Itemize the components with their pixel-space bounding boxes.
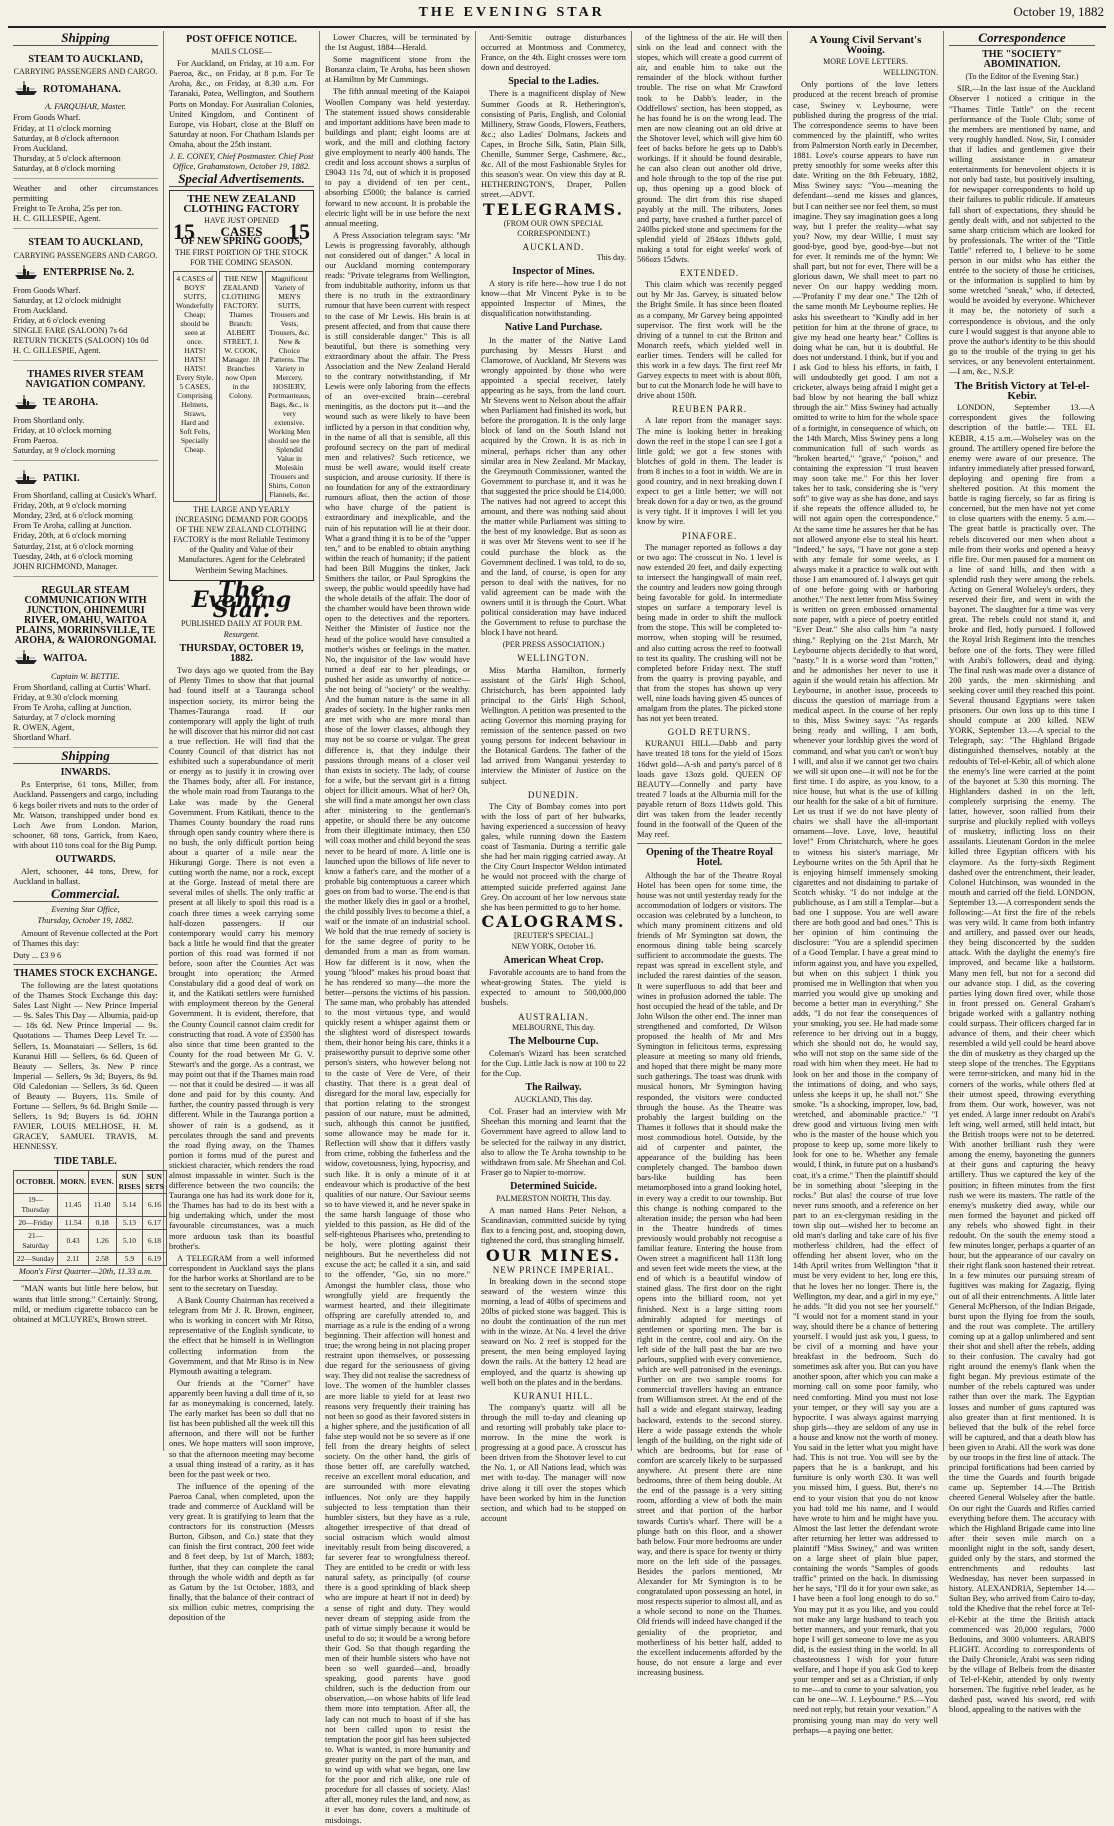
tide-cell: 5.10	[116, 1230, 143, 1253]
wheat-text: Favorable accounts are to hand from the wheat-growing States. The yield is expected to amount to 500,000,000 bushels.	[481, 968, 626, 1008]
ship-name: TE AROHA.	[43, 397, 99, 409]
ad-line: H. C. GILLESPIE, Agent.	[13, 214, 101, 224]
ad-line: Saturday, 21st, at 6 o'clock morning	[13, 541, 134, 551]
wellington-text: Miss Martha Hamilton, formerly assistant of the Girls' High School, Christchurch, has been appointed lady principal to the Girls' High School, Wellington. A petition was presented to the acting Governor this morning praying for remission of the sentence passed on two young persons for indecent behaviour in the Botanical Gardens. The father of the lad arrived from Wanganui yesterday to interview the Minister of Justice on the subject.	[481, 665, 626, 786]
tide-cell: 6.18	[143, 1230, 166, 1253]
wellington-place: WELLINGTON.	[517, 653, 590, 664]
ad-line: Monday, 23rd, at 6 o'clock morning	[13, 511, 133, 521]
inwards-text: P.s Enterprise, 61 tons, Miller, from Auckland. Passengers and cargo, including 6 kegs boiler rivets and nuts to the order of Mr. Watson, transhipped under bond ex Loch Awe from London. Marion, schooner, 68 tons, Garrick, from Kaeo, with about 110 tons coal for the Big Pump.	[13, 780, 158, 850]
paeroa-text: The influence of the opening of the Paeroa Canal, when completed, upon the trade and commerce of Auckland will be very great. It is gratifying to learn that the contractors for its construction (Messrs Burton, Gibson, and Co.) state that they can finish the first contract, 200 feet wide and 8 feet deep, by 1st of March, 1883; further, that they can complete the canal through the whole width and depth as far as Gatum by the 1st October, 1883, and finally, that the balance of their contract of six million cubic metres, comprising the deposition of the	[169, 1481, 314, 1622]
column-love-letters	[788, 31, 944, 1735]
railway-place: AUCKLAND, This day.	[514, 1095, 593, 1105]
steamer-icon	[13, 648, 39, 669]
column-editorial	[320, 31, 476, 1825]
steamer-icon	[13, 263, 39, 284]
ad-line: From Shortland only.	[13, 415, 85, 425]
column-post-office	[164, 31, 320, 1622]
telegram-text: A TELEGRAM from a well informed correspondent in Auckland says the plans for the harbor works at Shortland are to be sent to the secretary on Tuesday.	[169, 1253, 314, 1293]
railway-text: Col. Fraser had an interview with Mr Sheehan this morning and learnt that the Government have agreed to allow land to be selected for the railway in any district, also to allow the Te Aroha township to be withdrawn from sale. Mr Sheehan and Col. Fraser go to Napier to-morrow.	[481, 1107, 626, 1177]
wheat-heading: American Wheat Crop.	[503, 955, 604, 967]
ad-line: Friday, 20th, at 9 o'clock morning	[13, 501, 127, 511]
ad-line: From Te Aroha, calling at Junction.	[13, 702, 132, 712]
ad-sub: CARRYING PASSENGERS AND CARGO.	[13, 250, 158, 260]
ad-heading: STEAM TO AUCKLAND,	[28, 54, 143, 66]
outrage-text: Anti-Semitic outrage disturbances occurred at Montmoss and Commercy, France, on the 4th. Eight crosses were torn down and destroyed.	[481, 33, 626, 73]
wooing-heading: A Young Civil Servant's Wooing.	[809, 34, 922, 57]
tide-cell: 2.11	[58, 1253, 89, 1266]
steamer-icon	[13, 468, 39, 489]
tide-col-header: SUN SETS	[143, 1170, 166, 1193]
tide-cell: 6.19	[143, 1253, 166, 1266]
corner-text: Our friends at the "Corner" have apparently been having a dull time of it, so far as moneymaking is concerned, lately. The early market has been so dull that no list has been published all the week till this afternoon, and there will not be further ones. We hope matters will soon improve, so that the afternoon meeting may become a usual thing instead of a rarity, as it has been for the past week or two.	[169, 1378, 314, 1479]
section-commercial: Commercial.	[13, 889, 158, 902]
motto: Resurgent.	[223, 630, 260, 639]
post-office-text: For Auckland, on Friday, at 10 a.m. For Paeroa, &c., on Friday, at 8 p.m. For Te Aroha, &c., on Friday, at 8.30 a.m. For Taranaki, Patea, Wellington, and Southern Ports on Monday. For Australian Colonies, United Kingdom, and Continent of Europe, via Hobart, close at the Bluff on Saturday at noon. For Chatham Islands per Omaha, about the 25th instant.	[169, 59, 314, 149]
masthead-date: October 19, 1882	[1013, 4, 1104, 19]
post-office-sign: J. E. CONEY, Chief Postmaster. Chief Post Office, Grahamstown, October 19, 1882.	[169, 152, 314, 172]
ad-line: Thursday, at 5 o'clock afternoon	[13, 153, 121, 163]
leader-date: THURSDAY, OCTOBER 19, 1882.	[179, 643, 304, 665]
victory-heading: The British Victory at Tel-el-Kebir.	[954, 380, 1090, 403]
clothing-heading-2: CLOTHING FACTORY	[183, 203, 300, 216]
society-heading: THE "SOCIETY" ABOMINATION.	[982, 49, 1062, 71]
ship-name: ENTERPRISE No. 2.	[43, 267, 135, 279]
reuters: [REUTER'S SPECIAL.]	[514, 930, 593, 940]
tide-cell: 11.45	[58, 1193, 89, 1216]
commercial-line: Amount of Revenue collected at the Port of Thames this day:	[13, 928, 158, 948]
commercial-duty: Duty ... £3 9 6	[13, 950, 62, 960]
clothing-mid: THE NEW ZEALAND CLOTHING FACTORY. Thames Branch: ALBERT STREET, J. W. COOK, Manager. 18 Branches now Open in the Colony.	[219, 271, 263, 502]
ad-line: Tuesday, 24th, at 6 o'clock morning	[13, 551, 133, 561]
suicide-place: PALMERSTON NORTH, This day.	[496, 1194, 611, 1204]
ad-heading: REGULAR STEAM COMMUNICATION WITH JUNCTION, OHINEMURI RIVER, OMAHU, WAITOA PLAINS, MORRINSVILLE, TE AROHA, & WAIORONGOMAI.	[14, 584, 157, 647]
our-mines-heading: OUR MINES.	[485, 1245, 622, 1265]
tide-cell: 6.17	[143, 1217, 166, 1230]
native-heading: Native Land Purchase.	[504, 322, 603, 334]
native-text: In the matter of the Native Land purchasing by Messrs Hurst and Clamorowe, of Auckland, Mr Stevens was wrongly appointed by those who were appointed a special receiver, lately appearing as he says, from the land court. Mr Stevens went to Nelson about the affair when Parliament had finished its work, but before the prorogation. It is the only large block of land on the South Island not acquired by the Crown. It is as rich in mineral, perhaps richer than any other similar area in New Zealand. Mr Mackay, the Greymouth Commissioner, wanted the Government to purchase it, and it was he that suggested the price should be £14,000. The natives had not agreed to accept this amount, and there was nothing said about the matter while Parliament was sitting to the best of my knowledge. But as soon as it was over Mr Stevens went to see if he could purchase the block as the Government declined. I was told, to do so, and the land, of course, is open for any person to deal with the natives, for no valid agreement can be made with the owners until it is through the Court. What political consideration may have induced the Government to refuse to purchase the block I have not heard.	[481, 335, 626, 638]
dunedin-text: The City of Bombay comes into port with the loss of part of her bulwarks, having experienced a succession of heavy gales, while running down the Eastern coast of Tasmania. During a terrific gale she had her main rigging carried away. At the City Court Inspector Weldon intimated he would not proceed with the charge of attempted suicide preferred against Jane Grey. On account of her low nervous state she has been permitted to go to her home.	[481, 801, 626, 912]
clothing-left: 4 CASES of BOYS' SUITS, Wonderfully Cheap; should be seen at once. HATS! HATS! HATS! Every Style. 5 CASES, Comprising Helmets, Straws, Hard and Soft Felts, Specially Cheap.	[173, 271, 217, 502]
clothing-just-opened: HAVE JUST OPENED	[204, 215, 279, 225]
tide-col-header: OCTOBER.	[14, 1170, 58, 1193]
tide-cell: 20—Friday	[14, 1217, 58, 1230]
wooing-place: WELLINGTON.	[883, 68, 938, 78]
ad-line: Friday, 20th, at 6 o'clock morning	[13, 531, 127, 541]
ad-line: From Shortland, calling at Curtis' Wharf.	[13, 682, 151, 692]
tide-row	[14, 1217, 167, 1230]
clothing-foot: THE LARGE AND YEARLY INCREASING DEMAND FOR GOODS OF THE NEW ZEALAND CLOTHING FACTORY is the most Reliable Testimony of the Quality and Value of their Manufactures. Agent for the Celebrated Wertheim Sewing Machines.	[173, 504, 310, 575]
shipping-ad	[13, 49, 158, 179]
kh-place: KURANUI HILL.	[513, 1390, 594, 1401]
tide-cell: 6.16	[143, 1193, 166, 1216]
npi-text: In breaking down in the second stope seaward of the western winze this morning, a lead of 40lbs of specimens and 20lbs of picked stone was bagged. This is no doubt the continuation of the run met with in the winze. At No. 4 level the drive seaward on No. 2 reef is stopped for the present, the men being employed laying down the rails. At the battery 12 head are employed, and the quartz is showing up well both on the plates and in the berdans.	[481, 1276, 626, 1387]
clothing-first: THE FIRST PORTION OF THE STOCK FOR THE COMING SEASON.	[174, 247, 309, 267]
tide-cell: 11.40	[88, 1193, 116, 1216]
tide-cell: 19—Thursday	[14, 1193, 58, 1216]
ad-heading: THAMES RIVER STEAM NAVIGATION COMPANY.	[25, 369, 146, 391]
shipping-ads	[13, 49, 158, 748]
wooing-text: Only portions of the love letters produced at the recent breach of promise case, Swiney v. Leybourne, were published during the progress of the trial. The correspondence seems to have been commenced by the plaintiff, who writes from Palmerston North early in December, 1881. Love's course appears to have run pretty smoothly for some weeks after this date. Writing on the 8th February, 1882, Miss Swiney says: "You—meaning the defendant—send me kisses and glances, but I can neither see nor feel them, so must imagine. They say imagination goes a long way, but I prefer the reality—what say you? Now, my dear Willie, I must say good-bye, good bye, good-bye—but not for ever. It reminds me of the hymn: We shall part, but not for ever, There will be a glorious dawn, We shall meet to part no never On our happy wedding morn. —'Profanity I' my dear one." The 12th of the same month Mr Leybourne replies. He asks his sweetheart to "Kindly add in her petition for him at the throne of grace, to give my head one hearty bear." Collins is doing what he can, but it is doubtful. He does not understand. I think, but if you and I ask God to bless his efforts, in faith, I will undoubtedly get good. I am not a cricketer, always being afraid I might get a bad blow by not hearing the ball whizz through the air." Miss Swiney had actually omitted to write to him for the whole space of a fortnight, in consequence of which, on the 14th March, Miss Swiney pens a long communication full of such words as "broken hearted," "grave," "poison," and containing the expression "I trust heaven may soon take me." For this her lover takes her to task, considering she is "very soft" to give way as she has done, and says if she repeats the offence alluded to, he will not again open the correspondence." At the same time he assures her that he has not allowed anyone else to steal his heart. "Indeed," he says, "I have not gone a step with any female for some weeks, as I always make it a practice to walk out with those I am enamoured of. I always get quit of one before going with or harboring another." The next letter from Miss Swiney is written on green embossed ornamental note paper, with a piece of poetry entitled "Ever Dear." She also calls him "a nasty thing." Replying on the 21st March, Mr Leybourne objects decidedly to that word, "nasty." It is a worse word than "rotten," and he admonishes her never to use it again if she would retain his affection. Mr Leybourne, in another issue, proceeds to discuss the question of marriage from a medical aspect. In the course of her reply to this, Miss Swiney says: "As regards being ready and willing, I am both, whenever your lordship gives the word of command, and what you can't or won't buy I will, and also if we cannot get two chairs we will sit upon one—it will not be for the first time. I do aspire, as you know, to a nice house, but what is the use of killing our health for the sake of a bit of furniture. Let us trust if we do not have plenty of chairs we shall have the all-important ornament—love. Love, love, beautiful love!" From Christchurch, where he goes to witness his sister's marriage, Mr Leybourne writes on the 5th April that he is enjoying himself immensely smoking cigarettes and not disdaining to partake of Scotch whisky. "I do not indulge at the publichouse, as I am still a Templar—but a bad one I suppose. You are well aware there are both good and bad ones." This is her opinion of him continuing the disclosure: "You are a splendid specimen of a Good Templar. I have a great mind to inform against you, and have you expelled, but when on this subject I think you promised me in Wellington that when you married you would give up smoking and become a better man in everything." She adds, "I do not fear the consequences of your smoking, you see. He had made some reference to her driving out in a buggy, which she should not do, he would say, who will not stop on the same side of the road with him when they meet. He had to look on her and those in the company of the intimations of doing, and who says, unless she keeps it up, he shall not." She smoke. "Is a shocking, improper, low, bad, wretched, and abominable practice." "I drew good and virtuous living men with who is the master of the house which you propose to keep up, some more likely to look for one to be. Whether any female would, I think, in future put on a husband's coat, it's a crime." Then the plaintiff should be in something about "sleeping in the rocks." But alas! the course of true love never runs smooth, and a reference on her part to an ex-clergyman residing in the town slip out—wished her to become an old man's darling and take care of his five motherless children, had the effect of offending her absent lover, who on the 14th April writes from Wellington "that it must be very evident to her, long ere this, that he loves her no longer. There is, the Wellington, my dear, and a girl in my eye," he adds. "It did you not see her yourself." "I would not for a moment stand in your way, should there be a chance of bettering yourself. I would just ask you, I guess, to be civil of a morning and have your breakfast in the bedroom. Such do sometimes ask after you. But can you have another spoon, after which you can make a morning call on some poor family, who need comforting. Mind you must not lose your temper, or they will say you are a hypocrite. I was always against marrying shop girls—they are seldom of any use in a house and know not the worth of money. You said in the letter what you might have had. This is not true. You will see by the papers that he is a bankrupt, and his furniture is only worth £30. It was well you missed him, I guess. But, there's no end to your vision that you do not know you had told me his name, and I would have wrote to him and he might have you. Almost the last letter the defendant wrote after returning her letter was addressed to plaintiff "Miss Swiney," and was written on a large sheet of plain blue paper, containing the words "Samples of goods traffic" printed on the back. In dismissing her he says, "I'll do it for your own sake, as I have been a fool long enough to do so." You may put it as you like, and you could not make any large husband to teach you better manners, and your remark, that you hope I will get someone to love me as you did, is the easiest thing in the world. In all chasteousness I wish for your future welfare, and I hope if you ask God to keep your temper and set as a Christian, if only to me—and to come to your salvation, you can be one—W. J. Leybourne." P.S.—You need not reply, but retain your vexation." A promising young man may do very well perhaps—a paying one better.	[793, 80, 938, 1735]
steamer-icon	[13, 393, 39, 414]
special-advertisements: Special Advertisements.	[169, 174, 314, 187]
tide-col-header: EVEN.	[88, 1170, 116, 1193]
npi-place: NEW PRINCE IMPERIAL.	[492, 1264, 615, 1275]
ad-line: From Paeroa.	[13, 435, 59, 445]
commercial-line: Evening Star Office,	[51, 905, 120, 915]
leader-text: Two days ago we quoted from the Bay of Plenty Times to show that that journal had found itself at a Tauranga school inspection society, its mirror being the Thames-Tauranga road. If our contemporary will apply the light of truth he will discover that his mirror did not cast a true reflection. He will find that the County Council of that district has not exhibited such a superabundance of merit or energy as to justify it in crowing over the Thames body, after all. For instance, the whole main road from Tauranga to the Lake was made by the General Government. From Katikati, thence to the Thames County boundary the road runs through open sandy country where there is no bush, the only difficult portion being about a quarter of a mile near the Hikurangi Gorge. There is not even a cutting worth the name, nor a rock, except at the Gorge. Instead of metal there are several miles of shells. The only traffic at present at all likely to spoil this road is a coach three times a week carrying some half-dozen passengers. If our contemporary would carry his memory back a little he would find that the greater portion of this road was formed if not before, soon after the Counties Act was brought into operation; the Armed Constabulary did a good deal of work on it, and the Katikati settlers were furnished with employment thereon by the General Government. It is evident, therefore, that the County Council cannot claim credit for constructing that road. A vote of £3500 has also since that time been granted to the County for the road between Mr G. V. Stewart's and the gorge. As a contrast, we may point out that if the Thames main road — not that it could be desired — it was all done and paid for by this county. And further, the country passed through is very different. While in the Tauranga portion a shower of rain is a godsend, as it percolates through the sand and prevents the road flying away, on the Thames portion it forms mud of the purest and stickiest character, which renders the road almost impassable in winter. Such is the difference between the two councils: the Tauranga one has had its work done for it, the Thames has had to do its best with a big undertaking which, under the most favourable circumstances, was a much more arduous task than its boastful brother's.	[169, 666, 314, 1251]
post-office-sub: MAILS CLOSE—	[211, 47, 272, 57]
cases-number-left: 15	[173, 218, 195, 244]
editorial-text-2: Some magnificent stone from the Bonanza claim, Te Aroha, has been shown at Hamilton by Mr Cummings.	[325, 55, 470, 85]
new-york-place: NEW YORK, October 16.	[511, 941, 596, 951]
editorial-text-4: A Press Association telegram says: "Mr Lewis is progressing favorably, although not considered out of danger." A local in our Auckland morning contemporary reads: "Private telegrams from Wellington, from indubitable authority, inform us that there is no truth in the extraordinary rumour that have been current with respect to the case of Mr Lewis. His brain is at present affected, and from that cause there is still considerable danger." This is all beautiful, but there is something very extraordinary about the affair. The Press Association and the New Zealand Herald to the contrary notwithstanding, if Mr Lewis were only laboring from the effects of an over-excited brain—cerebral meningitis, as the doctors put it—and the wound such as were likely to have been inflicted by a person in that condition why, in the name of all that is sensible, all this profound secrecy on the part of medical men and relatives? Such reticence, we must be well aware, would itself create suspicion, and arouse curiosity. If there is no foundation for any of the extraordinary rumours afloat, then the action of those who have charge of the patient is extraordinary and inexplicable, and the ruin of his reputation will lie at their door. What a grand thing it is to be of the "upper ten," and to be enabled to obtain anything within the reach of humanity; if the patient had been Bill Muggins the tinker, Jack Smithers the tailor, or Paul Sprogkins the sweep, the public would speedily have had the whole details of the affair. The door of the chamber would have been thrown wide open to the detectives and the reporters. Neither the Minister of Justice nor the head of the police would have consulted a mother's wishes or feelings in the matter. No, the inquisitor of the law would have turned a deaf ear to her pleadings, or pushed her aside as unworthy of notice—she not being of "society" or the wealthy. And the human nature is the same in all grades of society. In the higher ranks men are met with who are more moral than those of the lower classes, although they may not be so coarse or vulgar. The great difference is, that they indulge their passions through means of a closer veil than exists in society. The lady, of course for a wife, but the servant girl is a fitting object for illicit amours. What of her? Oh, she will find a mate amongst her own class after ministering to the gentleman's appetite, or should there be any outcome from their illegitimate intimacy, then £50 will coax mother and child beyond the seas never to be heard of more. A little one is launched upon the billows of life never to know a father's care, and the mother of a probable big contemptuous a career which goes on from bad to worse. The end is that the mother likely dies in gaol or a brothel, the child possibly lives to become a thief, a waif or the inmate of an industrial school. We hold that the true remedy of society is for the same degree of purity to be demanded from a man as from woman. How far different is it now, when the young "blood" makes his proud boast that he has rendered so many—the more the better—persons the victims of his passion. The same man, who probably has attended to the most virtuous type, and would quickly resent a whisper against them or the slightest word of disrespect towards them, their honor being his care, thinks it a praiseworthy pursuit to deprive some other person's sisters, who however belong not to the caste of Vere de Vere, of their chastity. That there is a great deal of disregard for the moral law, especially for that portion relating to the strongest passion of our nature, must be admitted, such, although this cannot be justified, some allowance may be made for it. Reflection will show that it differs vastly from crime, robbing the fatherless and the widow, covetousness, lying, hypocrisy, and such like. It is only a minute of it at endeavour which is productive of the best qualities of our nature. Our Saviour seems so to have viewed it, and he never spake in the same harsh language of those who yielded to this passion, as He did of the self-righteous Pharisees who, pretending to be holy, were plotting against their neighbours. But he nevertheless did not excuse the act; he called it a sin, and said to the offender, "Go, sin no more." Amongst the humbler class, those who wrongfully yield are frequently the warmest hearted, and their illegitimate offspring are carefully attended to, and marriage as a rule is the ending of a wrong beginning. Their affection will honest and true; the wrong being in not placing proper restraint upon themselves, or possessing due regard for the seriousness of giving way. They did not realise the sacredness of love. The women of the humbler classes are more liable to yield for at least two reasons very frequently their training has not been so good as their favored sisters in a higher sphere, and the justification of all false step would not be so severe as if one fell from the dreary heights of select society. On the other hand, the girls of those better off, are carefully watched, receive an excellent moral education, and are surrounded with more elevating influences. Not only are they happily subjected to less temptation than their humbler sisters, but they have as a rule, altogether irrespective of that dread of social ostracism which would almost inevitably result from being discovered, a far severer fear to wrongfulness thereof. They are entitled to be credit or with less natural safety, as principally (of course there is a good sprinkling of black sheep who are impure at heart if not in deed) by a sense of right and duty. They would never dream of stepping aside from the path of virtue simply because it would be useful to do so; it would be a wrong before their God. So that though regarding the men of their humble sisters who have not been so well guarded—and, broadly speaking, good parents have good children, such is the deduction from our observation,—on whose habits of life lead them more into temptation. After all, the lady can not much to boast of if she has not been called upon to resist the temptation the poor girl has been subjected to. What is wanted, is more humanity and greater purity on the part of the man, and to wind up with what we began, one law for the poor and rich alike, one rule of procedure for all classes of society. Alas! after all, money rules the land, and now, as it ever has done, covers a multitude of misdoings.	[325, 230, 470, 1825]
tide-cell: 5.9	[116, 1253, 143, 1266]
ad-line: Saturday, at 9 o'clock morning	[13, 445, 116, 455]
ad-line: Saturday, at 8 o'clock afternoon	[13, 133, 119, 143]
outwards-heading: OUTWARDS.	[55, 854, 116, 865]
ad-heading: STEAM TO AUCKLAND,	[28, 237, 143, 249]
ship-name: PATIKI.	[43, 472, 80, 484]
evening-star-title: The Evening Star.	[191, 576, 292, 623]
mines-heading: Inspector of Mines.	[512, 265, 595, 277]
reuben-parr-heading: REUBEN PARR.	[671, 404, 748, 415]
ad-line: SINGLE FARE (SALOON) 7s 6d	[13, 326, 128, 336]
ad-line: Saturday, at 7 o'clock morning	[13, 712, 116, 722]
theatre-heading: Opening of the Theatre Royal Hotel.	[646, 847, 773, 869]
ship-name: WAITOA.	[43, 652, 87, 664]
calograms-heading: CALOGRAMS.	[481, 911, 626, 931]
clothing-grid	[173, 271, 310, 502]
wooing-sub: MORE LOVE LETTERS.	[823, 57, 908, 67]
tide-table-heading: TIDE TABLE.	[54, 1155, 117, 1167]
melbourne-place: MELBOURNE, This day.	[512, 1022, 595, 1032]
ad-line: Shortland Wharf.	[13, 733, 71, 743]
ad-line: From Goods Wharf.	[13, 113, 81, 123]
columns	[8, 30, 1106, 1825]
press-assoc: (PER PRESS ASSOCIATION.)	[502, 640, 605, 650]
ad-line: Saturday, at 8 o'clock morning	[13, 163, 116, 173]
ad-line: RETURN TICKETS (SALOON) 10s 0d	[13, 336, 149, 346]
section-shipping-2: Shipping	[13, 751, 158, 764]
post-office-heading: POST OFFICE NOTICE.	[186, 34, 297, 45]
clothing-right: Magnificent Variety of MEN'S SUITS, Trousers and Vests, Trousers, &c. New & Choice Patterns. The Variety in Mercery, HOSIERY, Portmanteaus, Bags, &c., is very extensive. Working Men should see the Splendid Value in Moleskin Trousers and Shirts, Cotton Flannels, &c.	[265, 271, 314, 502]
ad-ship-line	[13, 468, 158, 489]
ad-line: From Auckland.	[13, 143, 68, 153]
pinafore-heading: PINAFORE.	[681, 530, 738, 541]
ad-line: Friday, at 10 o'clock morning	[13, 425, 112, 435]
clothing-heading: THE NEW ZEALAND	[187, 193, 296, 206]
auckland-place: AUCKLAND.	[522, 241, 585, 252]
ad-line: Weather and other circumstances permitting	[13, 184, 158, 204]
gold-returns-text: KURANUI HILL—Dabb and party have treated 18 tons for the yield of 15ozs 16dwt gold—A-sh and party's parcel of 8 loads gave 13ozs gold. QUEEN OF BEAUTY—Connelly and party have treated 7 loads at the Alburnia mill for the payable return of 8ozs 11dwts gold. This dirt was taken from the leader recently found in the footwall of the Queen of the May reef.	[637, 739, 782, 840]
extended-heading: EXTENDED.	[679, 268, 740, 279]
cases-number-right: 15	[287, 218, 310, 244]
shipping-ad	[13, 580, 158, 748]
ladies-text: There is a magnificent display of New Summer Goods at R. Hetherington's, consisting of Paris, English, and Colonial Millinery, Straw Goods, Flowers, Feathers, &c.; also Ladies' Dolmans, Jackets and Capes, in Broche Silk, Satin, Plain Silk, Chenille, Summer Serge, Cashmere, &c., &c. All of the most Fashionable Styles for this season's wear. On view this day at R. HETHERINGTON'S, Draper, Pollen street.—ADVT.	[481, 89, 626, 200]
inwards-heading: INWARDS.	[60, 767, 111, 779]
ad-line: From Goods Wharf.	[13, 285, 81, 295]
ad-line: H. C. GILLESPIE, Agent.	[13, 346, 101, 356]
mines-continued: of the lightness of the air. He will then sink on the lead and connect with the stopes, which will create a good current of air, and enable him to take out the remainder of the block without further trouble. The rise on what Mr Crawford took to be Dabb's leader, in the Oddfellows' section, has been stopped, as he has found he is on the wrong lead. The men are now cleaning out an old drive at the Shotover level, which will give him 60 feet of backs before he gets up to Dabb's workings. If it should be found desirable, he can also clean out another old drive, and hole through to the top of the rise put up, thus opening up a good block of ground. The dirt from this rise shaped payably at the mill. The tributers, Jones and party, have crushed a further parcel of 240lbs picked stone and specimens for the splendid yield of 284ozs 18dwts gold, making a total for eight weeks' work of 566ozs 15dwts.	[637, 33, 782, 265]
tide-cell: 22—Sunday	[14, 1253, 58, 1266]
pinafore-text: The manager reported as follows a day or two ago: The crosscut in No. 1 level is now extended 20 feet, and daily expecting to intersect the hangingwall of main reef, the country and leaders now going through being favorable for gold. In intermediate stopes on surface a temporary level is being made in order to shift the mullock from the stope. This will be completed to-morrow, when stoping will be resumed, and also cutting across the reef to footwall to test its quality. The crushing will not be completed before Friday next. The stuff from the quarry is proving payable, and that from the stopes has shown up very well, nine loads having given 45 ounces of amalgam from the plates. The picked stone has not yet been treated.	[637, 542, 782, 724]
telegrams-heading: TELEGRAMS.	[482, 199, 625, 219]
ad-line: Freight to Te Aroha, 25s per ton.	[13, 204, 123, 214]
published-line: PUBLISHED DAILY AT FOUR P.M.	[181, 618, 302, 628]
to-editor: (To the Editor of the Evening Star.)	[965, 72, 1079, 82]
suicide-text: A man named Hans Peter Nelson, a Scandinavian, committed suicide by tying flax to a fencing post, and, stooping down, tightened the cord, thus strangling himself.	[481, 1206, 626, 1246]
commercial-line: Thursday, October 19, 1882.	[37, 916, 134, 926]
section-correspondence: Correspondence	[949, 33, 1095, 46]
tide-col-header: SUN RISES	[116, 1170, 143, 1193]
column-mines	[632, 31, 788, 1677]
tide-row	[14, 1193, 167, 1216]
masthead	[8, 4, 1106, 28]
ad-ship-line	[13, 393, 158, 414]
editorial-text-3: The fifth annual meeting of the Kaiapoi Woollen Company was held yesterday. The statement issued shows considerable and important additions have been made to buildings and plant; eight looms are at work, and the mill and clothing factory give employment to nearly 400 hands. The credit and loss account shows a surplus of £9043 11s 7d, out of which it is proposed to pay a dividend of ten per cent., absorbing £5000; the balance is carried forward to new account. It is probable the electric light will be in use before the next annual meeting.	[325, 87, 470, 228]
tide-cell: 0.18	[88, 1217, 116, 1230]
ad-line: Friday, at 9.30 o'clock morning	[13, 692, 118, 702]
stock-exchange-text: The following are the latest quotations of the Thames Stock Exchange this day: Sales Last Night — New Prince Imperial — 9s. Sales This Day — Alburnia, paid-up — 18s 6d. New Prince Imperial — 9s. Quotations — Thames Deep Level Tr. — Sellers, 1s. Moanataiari — Sellers, 1s 6d. Kuranui Hill — Sellers, 6s 6d. Queen of Beauty — Sellers, 3s. New P rince Imperial — Sellers, 9s 3d; Buyers, 8s 9d. Old Caledonian — Sellers, 3s 6d. Queen of Beauty — Buyers, 11s. Smile of Fortune — Sellers, 9s 6d. Bright Smile — Sellers, 1s 9d; Buyers 1s 6d. JOHN FAVIER, LOUIS MELHOSE, H. M. GRACEY, SAMUEL TRAVIS, M. HENNESSY.	[13, 980, 158, 1152]
tide-cell: 5.13	[116, 1217, 143, 1230]
ad-line: From Auckland.	[13, 305, 68, 315]
outwards-text: Alert, schooner, 44 tons, Drew, for Auckland in ballast.	[13, 867, 158, 887]
society-text: SIR,—In the last issue of the Auckland Observer I noticed a critique in the "Thames Tittle Tattle" on the recent performance of the Toole Club; some of the members are mentioned by name, and very roughly handled. Now, Sir, I consider that if ladies and gentlemen give their willing assistance in amateur entertainments for benevolent objects it is not only bad taste, but positively insulting, for newspaper correspondents to hold up their failures to public ridicule. If amateurs fall short of expectations, they should be gently dealt with, and not subjected to the same sharp criticism which are looked for by professionals. The writer of the "Tittle Tattle" referred to, I believe to be some person in our midst who has either the entrée to the society of those he criticises, or the information is supplied to him by some wretched "sneak," who, if detected, would be avoided by everyone. Whichever it may be, the notoriety of such a correspondence is obvious, and the only cure I would suggest is that anyone able to prove the author's identity to be this should go to the trouble of the trying to get his services, or any benevolent entertainment.—I am, &c., N.S.P.	[949, 84, 1095, 376]
extended-text: This claim which was recently pegged out by Mr Jas. Garvey, is situated below the Bright Smile. It has since been floated as a company, Mr Garvey being appointed supervisor. The first work will be the driving of a tunnel to cut the Briton and Monarch reefs, which yielded well in earlier times. Tenders will be called for this work in a few days. The first reef Mr Garvey expects to meet with is about 80ft, but to cut the Monarch lode he will have to drive about 150ft.	[637, 280, 782, 401]
editorial-text-1: Lower Chacres, will be terminated by the 1st August, 1884—Herald.	[325, 33, 470, 53]
masthead-title: THE EVENING STAR	[418, 5, 605, 20]
column-shipping	[8, 31, 164, 1451]
ad-line: Friday, at 6 o'clock evening	[13, 315, 106, 325]
suicide-heading: Determined Suicide.	[510, 1180, 597, 1192]
ladies-heading: Special to the Ladies.	[508, 76, 599, 88]
ad-line: Friday, at 11 o'clock morning	[13, 123, 112, 133]
tobacco-ad: "MAN wants but little here below, but wants that little strong." Certainly. Strong, mild, or medium cigarette tobacco can be obtained at MCLUYRE's, Brown street.	[13, 1284, 158, 1324]
cup-heading: The Melbourne Cup.	[508, 1035, 599, 1047]
ad-ship-line	[13, 79, 158, 100]
tide-col-header: MORN.	[58, 1170, 89, 1193]
tide-cell: 21—Saturday	[14, 1230, 58, 1253]
tide-cell: 1.26	[88, 1230, 116, 1253]
tide-cell: 0.43	[58, 1230, 89, 1253]
shipping-ad	[13, 232, 158, 361]
column-correspondence	[944, 30, 1100, 1715]
victory-text: LONDON, September 13.—A correspondent gives the following description of the battle:— TEL EL KEBIR, 4.15 a.m.—Wolseley was on the ground. The artillery opened fire before the enemy were aware of our presence. The infantry immediately after pressed forward, deploying and opening fire from a sheltered position. At this moment the battle is raging fiercely, so far as firing is concerned, but the men have not yet come to close quarters with the enemy. 5 a.m.—The great battle is practically over. The rebels discovered our men when about a mile from their works and opened a heavy rifle fire. Our men paused for a moment on a line of sand hills, and then with a splendid rush they were among the rebels. Acting on General Wolseley's orders, they reserved their fire, and went in with the bayonet. The slaughter for a time was very great. The rebels could not stand it, and broke and fled, hotly pursued. I followed the Royal Irish Regiment into the trenches before one of the forts. They were filled with Arabi's followers, dead and dying. The final rush was made over a distance of 200 yards, the men skirmishing and seeking cover until they reached this point. Several thousand Egyptians were taken prisoners. Our own loss up to this time I should compute at 200 killed. NEW YORK, September 13.—A special to the Telegraph, say: "The Highland Brigade distinguished themselves, notably at the redoubts of Tel-el-Kebir, all of which alone the enemy's line were carried at the point of the bayonet at 5.30 this morning. The Highlanders dashed in on the left, completely surprising the enemy. The latter, however, soon rallied from their surprise and pluckily replied with volleys of musketry, inflicting loss on their assailants. Lieutenant Gordon in the melee killed three Egyptian officers with his claymore. As the forty-sixth Regiment dashed over the entrenchment, their leader, Colonel Hutchinson, was wounded in the mouth and carried off the field. LONDON, September 13.—A correspondent sends the following:—At first the fire of the rebels was very wild. It came from both infantry and artillery, and passed over our heads, they being disconcerted by the sudden attack. With the daylight the enemy's fire improved, and became like a hailstorm. Many men fell, but not for a second did our advance stop. I did, as the covering parties lying down fired over, while those in front pressed on. General Graham's brigade worked with a gallantry nothing could surpass. Their officers charged far in advance of them, and their cheer which resembled a wild yell could be heard above the din of musketry as they charged up the steep slope of the trenches. The Egyptians were terror-stricken, and many hid in the corners of the works, while others fled at their utmost speed, throwing everything from them. Our work, however, was not yet ended. A large inner redoubt on Arabi's left wing, well armed, still held intact, but the British troops were not to be deterred. With another brilliant rush they were among the enemy, bayoneting the gunners at their guns and capturing the heavy artillery. Thus we captured the key of the position; in fifteen minutes from the first rush we were its masters. The rattle of the enemy's musketry died away, while our men formed the bayonet and picked off any rebels who showed fight in their redoubt. On the south the enemy stood a few minutes longer, perhaps a quarter of an hour, but the appearance of our cavalry on their right flank soon hastened their retreat. In a few minutes our pursuing stream of fugitives was making for Zagazig, flying out of all their entrenchments. A little later General McPherson, of the Indian Brigade, burst upon the flying foe from the south, and the rout was complete. The artillery coming up at a gallop unlimbered and sent their shot and shell after the rebels, adding to their confusion. The cavalry had got right around the enemy's flank when the fight began. My previous estimate of the number of the rebels captured was under rather than over the mark. The Egyptian losses and number of guns captured was also greater than at first mentioned. It is believed that the bulk of the rebel force will be captured, and that a death blow has been given to Arabi. All the work was done by our troops in the first line of attack. The principal fortifications had been carried by the time the Guards and fourth brigade came up. September 14.—The British cheered General Wolseley after the battle. On our right the Guards and Rifles carried everything before them. The accuracy with which the Highland Brigade came into line after their seven mile march on a moonlight night in the soft, sandy desert, guided only by the stars, and stormed the entrenchments and redoubts last Wednesday, has never been surpassed in history. ALEXANDRIA, September 14.—Sultan Bey, who arrived from Cairo to-day, told the Khedive that the rebel force at Tel-el-Kebir at the time the British attack commenced was 20,000 regulars, 7000 Bedouins, and 3000 volunteers. ARABI'S FLIGHT. According to correspondents of the Daily Chronicle, Arabi was seen riding by the village of Belbeis from the disaster of Tel-el-Kebir, attended by only twenty horsemen. The fugitive rebel leader, as he dashed past, waved his sword, red with blood, appealing to the natives with the	[949, 403, 1095, 1715]
gold-returns-heading: GOLD RETURNS.	[667, 727, 752, 738]
tide-cell: 5.14	[116, 1193, 143, 1216]
stock-exchange-heading: THAMES STOCK EXCHANGE.	[13, 967, 158, 979]
reuben-parr-text: A late report from the manager says: The mine is looking better in breaking down the reef in the stope I can see I got a little gold; we got a few stones with blotches of gold in them. The leader is from 8 inches to a foot in width. We are in good country, and in next breaking down I expect to get a little better; we will not break down for a day or two, as the ground is very tight. If it improves I will let you know by wire.	[637, 416, 782, 527]
dunedin-place: DUNEDIN.	[527, 789, 580, 800]
moon-phase: Moon's First Quarter—20th, 11.33 a.m.	[18, 1267, 153, 1277]
telegrams-byline: (FROM OUR OWN SPECIAL CORRESPONDENT.)	[503, 218, 604, 238]
tide-row	[14, 1230, 167, 1253]
theatre-text: Although the bar of the Theatre Royal Hotel has been open for some time, the house was not until yesterday ready for the accommodation of lodgers or visitors. The occasion was celebrated by a luncheon, to which many prominent citizens and old friends of Mr Symington sat down, the enormous dining table being scarcely sufficient to accommodate the guests. The repast was spread in excellent style, and included the rarest dainties of the season. It were superfluous to add that beer and wines in profusion adorned the table. The host occupied the head of the table, and Dr John Wilson the other end. The inner man strengthened and comforted, Dr Wilson proposed the health of Mr and Mrs Symington in felicitous terms, expressing pleasure at meeting so many old friends, and hoped that there might be many more such gatherings. The toast was drunk with musical honors, Mr Symington having responded, the visitors were conducted through the house. As the Theatre was probably the largest building on the Thames it follows that it should make the most commodious hotel. Outside, by the aid of carpenter and painter, the appearance of the building has been completely changed. The bamboo down bars-like building has been metamorphosed into a grand looking hotel, in every way a credit to our township. But this change is nothing compared to the alteration inside; the person who had been in the Theatre hundreds of times previously would probably not recognise a familiar feature. Entering the house from Owen street a magnificent hall 113ft long and seven feet wide meets the view, at the end of which is a beautiful window of stained glass. The first door on the right opens into the billiard room, not yet finished. Next is a large sitting room admirably adapted for meetings of gentlemen or sporting men. The bar is right in the centre, cool and airy. On the left side of the hall past the bar are two parlours, supplied with every convenience, which are well patronised in the evenings. Further on are two sample rooms for commercial travellers having an entrance from Williamson street. At the end of the hall a wide and elegant stairway, leading backward, extends to the second storey. Here a wide passage extends the whole length of the building, on the right side of which are bedrooms, but for ease of comfort are scarcely likely to be surpassed anywhere. At present there are nine bedrooms, three of them being double. At the end of the passage is a very sitting room, affording a view of both the main street and that portion of the harbor towards Curtis's wharf. There will be a plunge bath on this floor, and a shower bath below. Four more bedrooms are under way, and there is space for twenty or thirty more on the left side of the passages. Besides the parlors mentioned, Mr Alexander for Mr Symington is to be congratulated upon possessing an hotel, in most respects superior to almost all, and as a whole second to none on the Thames. Old friends will indeed have changed if the geniality of the proprietor, and motherliness of his better half, added to the excellent inducements afforded by the house, do not ensure a large and ever increasing business.	[637, 870, 782, 1677]
cases-label: CASES	[220, 223, 263, 239]
column-telegrams	[476, 31, 632, 1523]
ad-line: From Shortland, calling at Cusick's Wharf.	[13, 491, 157, 501]
steamer-icon	[13, 79, 39, 100]
tide-cell: 11.54	[58, 1217, 89, 1230]
ad-ship-line	[13, 648, 158, 669]
ad-line: From Te Aroha, calling at Junction.	[13, 521, 132, 531]
ship-master: A. FARQUHAR, Master.	[44, 102, 127, 112]
cup-text: Coleman's Wizard has been scratched for the Cup. Little Jack is now at 100 to 22 for the Cup.	[481, 1048, 626, 1078]
kh-text: The company's quartz will all be through the mill to-day and cleaning up and retorting will probably take place to-morrow. In the mine the work is progressing at a good pace. A crosscut has been driven from the Shotover level to cut the No. 1, or All Nations lead, which was met with to-day. The manager will now drive along it till over the stopes which have been worked by him in the Junction section, and which had to be stopped on account	[481, 1402, 626, 1523]
tide-cell: 2.58	[88, 1253, 116, 1266]
mines-text: A story is rife here—how true I do not know—that Mr Vincent Pyke is to be appointed Inspector of Mines, the disqualification notwithstanding.	[481, 279, 626, 319]
ship-name: ROTOMAHANA.	[43, 83, 121, 95]
clothing-factory-ad	[169, 190, 314, 580]
section-shipping: Shipping	[13, 33, 158, 46]
clothing-of: OF NEW SPRING GOODS,	[180, 235, 303, 247]
tide-row	[14, 1253, 167, 1266]
shipping-ad	[13, 182, 158, 229]
ad-sub: CARRYING PASSENGERS AND CARGO.	[13, 67, 158, 77]
ad-ship-line	[13, 263, 158, 284]
ship-master: Captain W. BETTIE.	[50, 671, 121, 681]
ad-line: Saturday, at 12 o'clock midnight	[13, 295, 122, 305]
railway-heading: The Railway.	[525, 1082, 582, 1094]
tide-table	[13, 1170, 167, 1267]
ad-line: R. OWEN, Agent,	[13, 722, 75, 732]
shipping-ad	[13, 364, 158, 461]
bank-text: A Bank County Chairman has received a telegram from Mr J. R. Brown, engineer, who is working in concert with Mr Ritso, representative of the English syndicate, to the effect that he himself is in Wellington collecting information from the Government, and that Mr Ritso is in New Plymouth awaiting a telegram.	[169, 1296, 314, 1376]
australian-place: AUSTRALIAN.	[518, 1011, 589, 1022]
ad-line: JOHN RICHMOND, Manager.	[13, 561, 118, 571]
shipping-ad	[13, 464, 158, 577]
this-day: This day.	[596, 252, 626, 262]
